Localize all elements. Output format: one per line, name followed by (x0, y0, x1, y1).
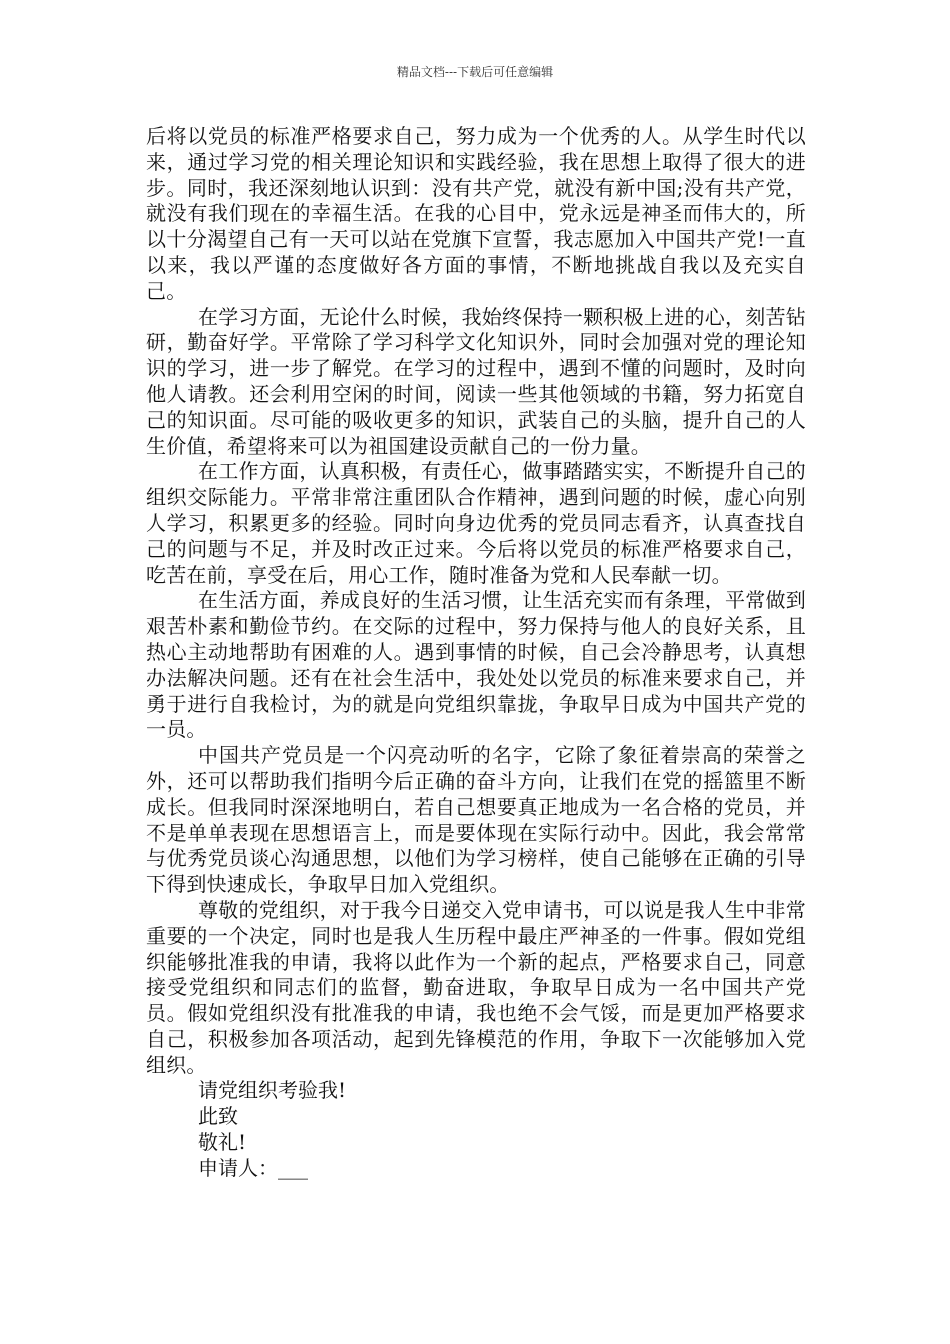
closing-salutation-2: 敬礼! (198, 1130, 247, 1155)
paragraph-continuation: 后将以党员的标准严格要求自己，努力成为一个优秀的人。从学生时代以来，通过学习党的相关理论知识和实践经验，我在思想上取得了很大的进步。同时，我还深刻地认识到：没有共产党，就没有新中国;没有共产党，就没有我们现在的幸福生活。在我的心目中，党永远是神圣而伟大的，所以十分渴望自己有一天可以站在党旗下宣誓，我志愿加入中国共产党!一直以来，我以严谨的态度做好各方面的事情，不断地挑战自我以及充实自己。 (146, 124, 806, 303)
paragraph-life: 在生活方面，养成良好的生活习惯，让生活充实而有条理，平常做到艰苦朴素和勤俭节约。在交际的过程中，努力保持与他人的良好关系，且热心主动地帮助有困难的人。遇到事情的时候，自己会冷静思考，认真想办法解决问题。还有在社会生活中，我处处以党员的标准来要求自己，并勇于进行自我检讨，为的就是向党组织靠拢，争取早日成为中国共产党的一员。 (146, 588, 806, 742)
paragraph-study: 在学习方面，无论什么时候，我始终保持一颗积极上进的心，刻苦钻研，勤奋好学。平常除了学习科学文化知识外，同时会加强对党的理论知识的学习，进一步了解党。在学习的过程中，遇到不懂的问题时，及时向他人请教。还会利用空闲的时间，阅读一些其他领域的书籍，努力拓宽自己的知识面。尽可能的吸收更多的知识，武装自己的头脑，提升自己的人生价值，希望将来可以为祖国建设贡献自己的一份力量。 (146, 304, 806, 458)
applicant-line (146, 1156, 806, 1182)
closing-salutation-1: 此致 (198, 1104, 238, 1129)
document-body (146, 124, 806, 1182)
paragraph-work: 在工作方面，认真积极，有责任心，做事踏踏实实，不断提升自己的组织交际能力。平常非常注重团队合作精神，遇到问题的时候，虚心向别人学习，积累更多的经验。同时向身边优秀的党员同志看齐，认真查找自己的问题与不足，并及时改正过来。今后将以党员的标准严格要求自己，吃苦在前，享受在后，用心工作，随时准备为党和人民奉献一切。 (146, 459, 806, 587)
paragraph-application: 尊敬的党组织，对于我今日递交入党申请书，可以说是我人生中非常重要的一个决定，同时也是我人生历程中最庄严神圣的一件事。假如党组织能够批准我的申请，我将以此作为一个新的起点，严格要求自己，同意接受党组织和同志们的监督，勤奋进取，争取早日成为一名中国共产党员。假如党组织没有批准我的申请，我也绝不会气馁，而是更加严格要求自己，积极参加各项活动，起到先锋模范的作用，争取下一次能够加入党组织。 (146, 897, 806, 1077)
applicant-blank: ___ (278, 1155, 308, 1180)
paragraph-party-member: 中国共产党员是一个闪亮动听的名字，它除了象征着崇高的荣誉之外，还可以帮助我们指明今后正确的奋斗方向，让我们在党的摇篮里不断成长。但我同时深深地明白，若自己想要真正地成为一名合格的党员，并不是单单表现在思想语言上，而是要体现在实际行动中。因此，我会常常与优秀党员谈心沟通思想，以他们为学习榜样，使自己能够在正确的引导下得到快速成长，争取早日加入党组织。 (146, 743, 806, 897)
applicant-label: 申请人： (198, 1155, 278, 1180)
page-header: 精品文档---下载后可任意编辑 (396, 65, 554, 79)
closing-request: 请党组织考验我! (198, 1078, 347, 1103)
